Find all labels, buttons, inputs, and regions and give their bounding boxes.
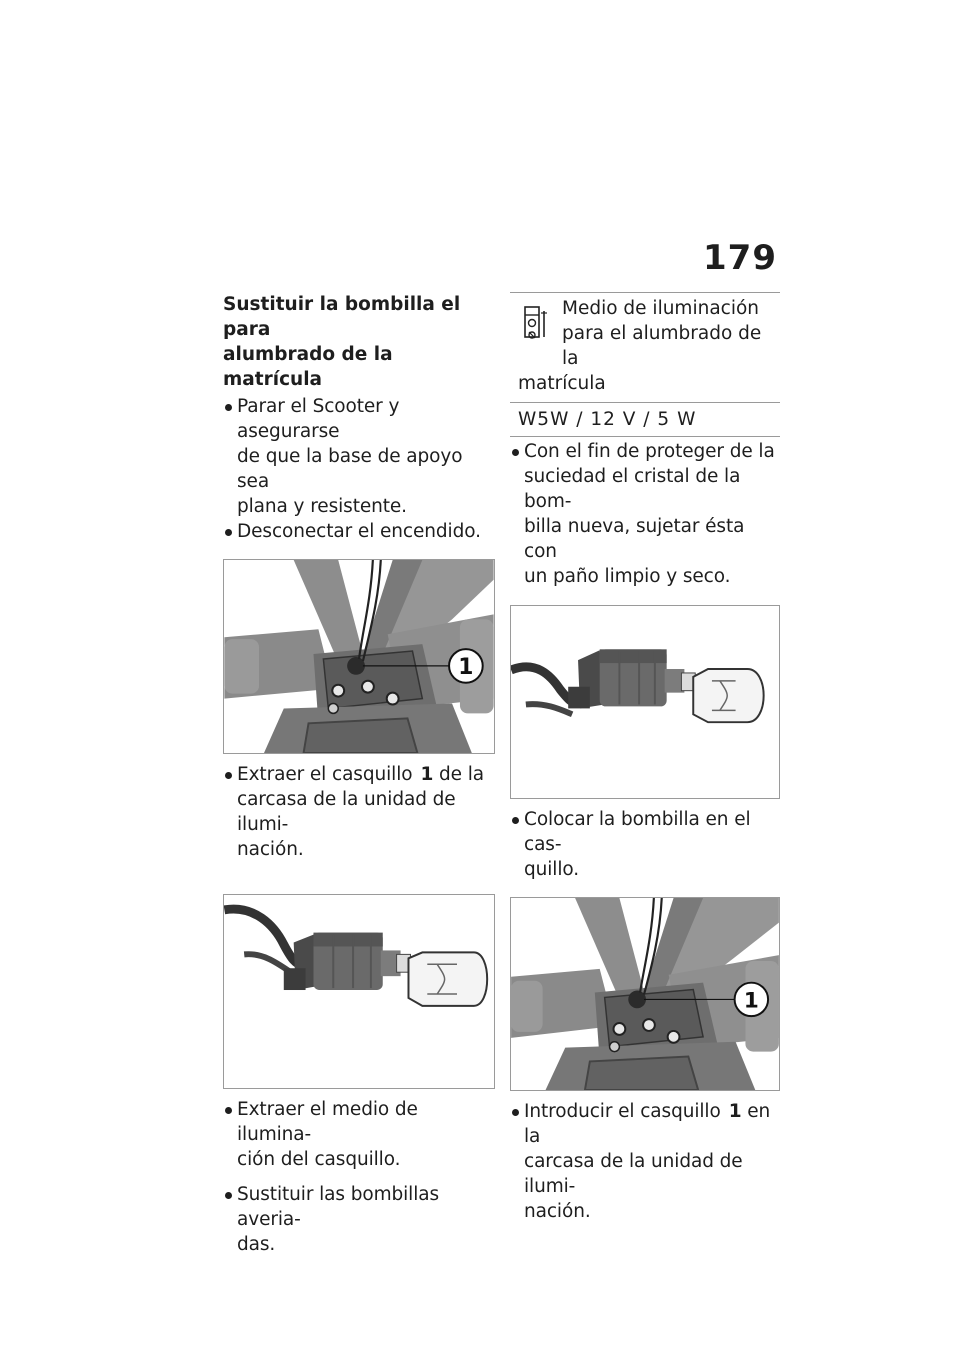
step-text: Con el fin de proteger de la [524,441,775,462]
heading-line: Sustituir la bombilla el para [223,294,461,340]
step-text: un paño limpio y seco. [524,566,731,587]
step-text: plana y resistente. [237,496,407,517]
figure-socket-bulb [223,894,495,1089]
lamp-housing-illustration [224,560,494,753]
insert-socket-illustration [511,898,779,1090]
step-text: billa nueva, sujetar ésta con [524,516,745,562]
step-text: ción del casquillo. [237,1149,401,1170]
step-text: Extraer el medio de ilumina- [237,1099,418,1145]
page-number: 179 [703,238,777,278]
step-text: Sustituir las bombillas averia- [237,1184,440,1230]
right-column [510,292,780,1224]
step-text-part: de la [439,764,485,785]
spec-title [510,293,780,403]
step-text: quillo. [524,859,580,880]
insert-bulb-illustration [511,606,779,798]
step-text: Parar el Scooter y asegurarse [237,396,400,442]
step-park-scooter [223,394,495,519]
left-column [223,292,495,1257]
bulb-specification-icon [522,303,552,343]
step-text [524,1099,780,1149]
callout-number: 1 [458,654,474,680]
heading-line: alumbrado de la matrícula [223,344,393,390]
section-heading [223,292,495,392]
step-remove-socket [223,762,495,862]
reference-number: 1 [420,764,434,785]
step-text-part: Introducir el casquillo [524,1101,721,1122]
step-replace-bulbs [223,1182,495,1257]
step-text: Colocar la bombilla en el cas- [524,809,751,855]
spec-table [510,292,780,437]
step-text: suciedad el cristal de la bom- [524,466,741,512]
step-ignition-off [223,519,495,544]
step-text-part: Extraer el casquillo [237,764,413,785]
step-insert-socket [510,1099,780,1224]
spec-title-line: para el alumbrado de la [562,323,762,369]
step-text: carcasa de la unidad de ilumi- [237,789,456,835]
step-text-part: en la [524,1101,771,1147]
step-text: de que la base de apoyo sea [237,446,463,492]
spec-title-line: matrícula [518,373,606,394]
figure-lamp-housing [223,559,495,754]
step-text [237,762,495,787]
step-fit-bulb [510,807,780,882]
figure-insert-bulb [510,605,780,799]
step-text: carcasa de la unidad de ilumi- [524,1151,743,1197]
step-text: Desconectar el encendido. [237,521,481,542]
step-text: das. [237,1234,276,1255]
reference-number: 1 [728,1101,742,1122]
step-protect-glass [510,439,780,589]
callout-number: 1 [743,988,759,1014]
step-text: nación. [524,1201,591,1222]
spec-value: W5W / 12 V / 5 W [518,409,697,430]
socket-bulb-illustration [224,895,494,1088]
step-extract-bulb [223,1097,495,1172]
step-text: nación. [237,839,304,860]
figure-insert-socket [510,897,780,1091]
spec-title-line: Medio de iluminación [562,298,760,319]
